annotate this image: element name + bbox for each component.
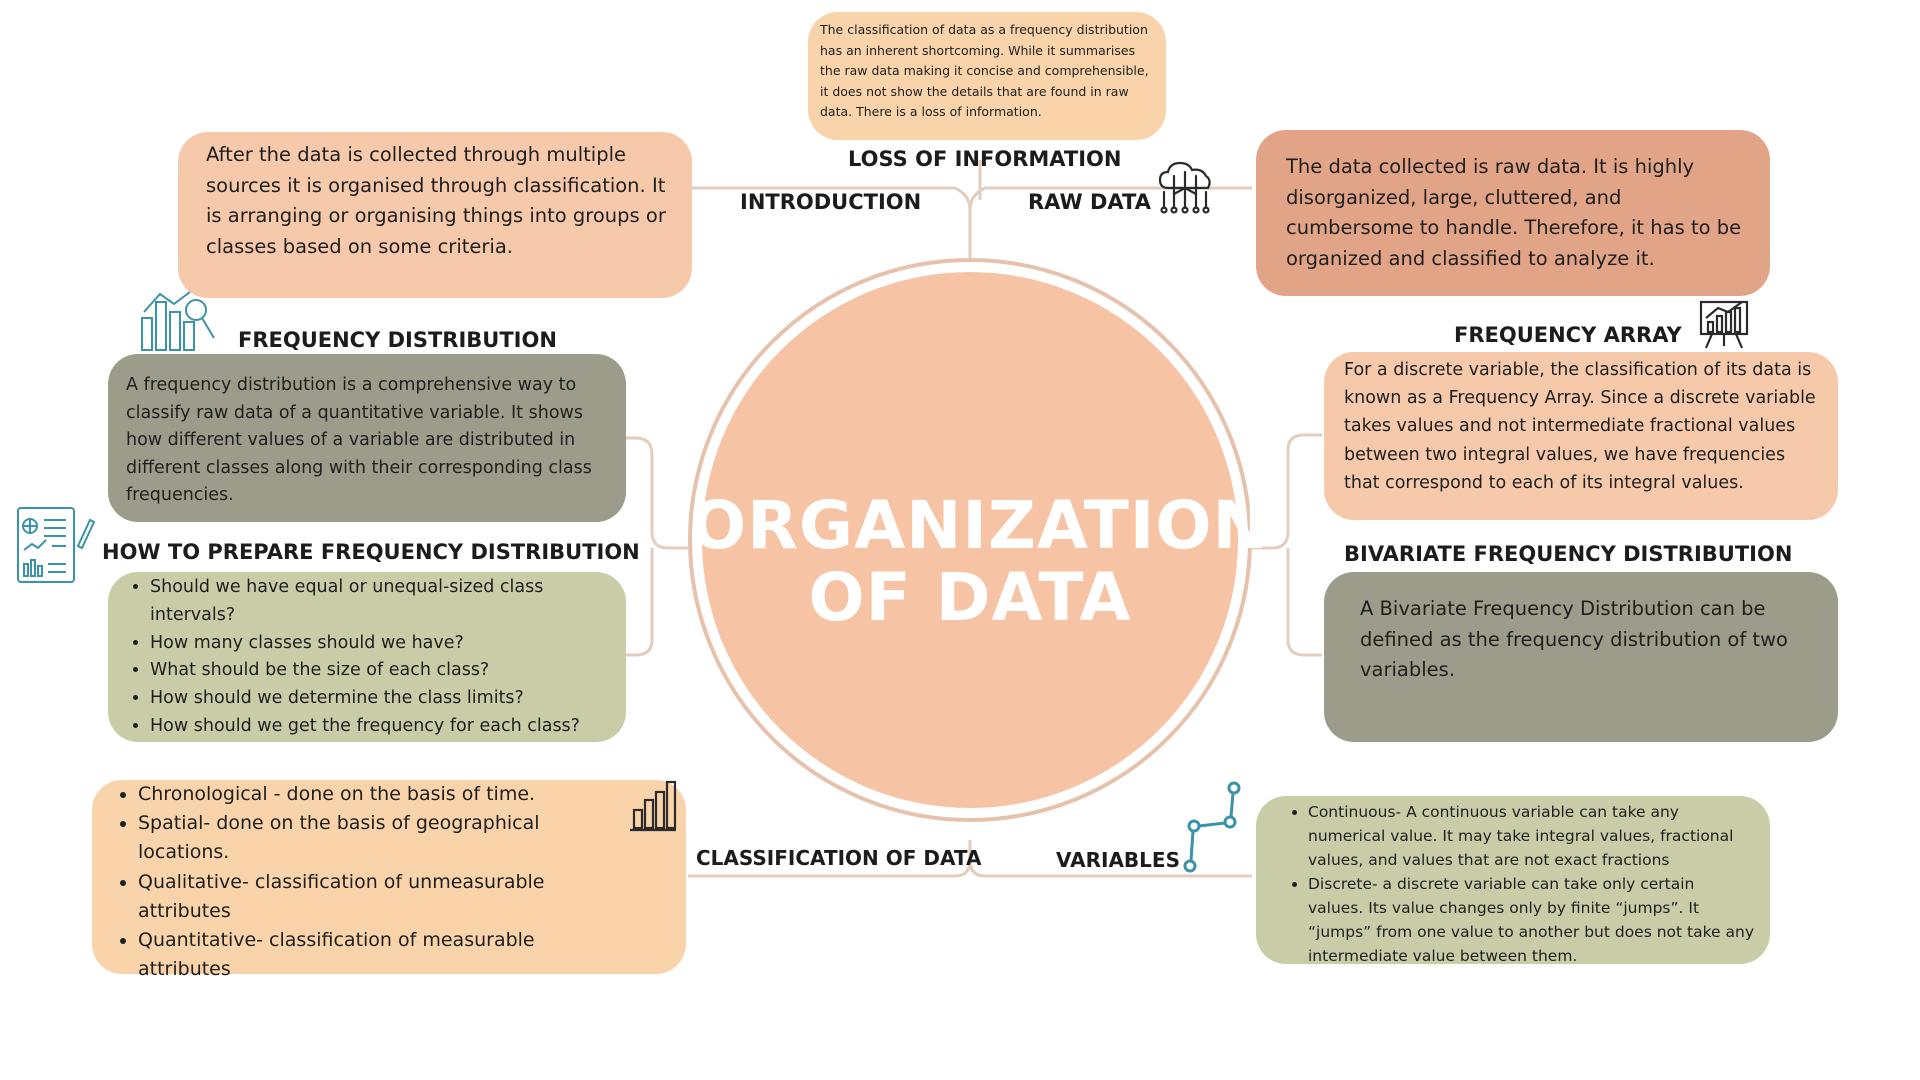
loss-of-information-card [808, 12, 1166, 140]
variables-title: VARIABLES [1056, 848, 1180, 872]
list-item: • Discrete- a discrete variable can take only certain values. Its value changes only by finite “jumps”. It “jumps” from one value to another but does not take any intermediate value between them. [1308, 872, 1754, 968]
bar-chart-icon [628, 780, 678, 832]
frequency-array-card [1324, 352, 1838, 520]
center-title [690, 487, 1269, 636]
introduction-title: INTRODUCTION [740, 190, 922, 214]
how-to-prepare-list [128, 574, 618, 741]
frequency-array-text: For a discrete variable, the classification of its data is known as a Frequency Array. Since a discrete variable takes values and not intermediate fractional values between two integral values, we have frequencies that correspond to each of its integral values. [1344, 360, 1816, 493]
introduction-card [178, 132, 692, 298]
frequency-array-title: FREQUENCY ARRAY [1454, 323, 1682, 347]
list-item: • How should we determine the class limits? [150, 685, 618, 713]
bar-chart-magnifier-icon [140, 288, 220, 352]
report-document-icon [16, 506, 96, 586]
center-title-line2: OF DATA [808, 559, 1132, 636]
variables-list [1286, 800, 1754, 968]
bivariate-text: A Bivariate Frequency Distribution can be defined as the frequency distribution of two variables. [1360, 597, 1788, 681]
list-item: • How many classes should we have? [150, 630, 618, 658]
introduction-text: After the data is collected through multiple sources it is organised through classification. It is arranging or organising things into groups or classes based on some criteria. [206, 143, 666, 258]
raw-data-title: RAW DATA [1028, 190, 1151, 214]
raw-data-card [1256, 130, 1770, 296]
list-item: • Should we have equal or unequal-sized class intervals? [150, 574, 618, 630]
cloud-network-icon [1156, 158, 1214, 216]
list-item: • What should be the size of each class? [150, 657, 618, 685]
connected-nodes-icon [1180, 780, 1242, 874]
raw-data-text: The data collected is raw data. It is highly disorganized, large, cluttered, and cumbersome to handle. Therefore, it has to be organized and classified to analyze it. [1286, 155, 1742, 270]
variables-card [1256, 796, 1770, 964]
classification-title: CLASSIFICATION OF DATA [696, 846, 982, 870]
chart-easel-icon [1698, 298, 1750, 350]
classification-card [92, 780, 686, 981]
center-title-line1: ORGANIZATION [690, 487, 1269, 564]
bivariate-title: BIVARIATE FREQUENCY DISTRIBUTION [1344, 542, 1793, 566]
list-item: • How should we get the frequency for each class? [150, 713, 618, 741]
frequency-distribution-text: A frequency distribution is a comprehensive way to classify raw data of a quantitative variable. It shows how different values of a variable are distributed in different classes along with their corresponding class frequencies. [126, 375, 592, 505]
loss-of-information-title: LOSS OF INFORMATION [848, 147, 1122, 171]
bivariate-card [1324, 572, 1838, 742]
frequency-distribution-title: FREQUENCY DISTRIBUTION [238, 328, 557, 352]
frequency-distribution-card [108, 354, 626, 522]
how-to-prepare-title: HOW TO PREPARE FREQUENCY DISTRIBUTION [102, 540, 640, 564]
list-item: • Continuous- A continuous variable can take any numerical value. It may take integral values, fractional values, and values that are not exact fractions [1308, 800, 1754, 872]
classification-list [116, 780, 626, 984]
list-item: • Spatial- done on the basis of geographical locations. [138, 809, 626, 867]
list-item: • Chronological - done on the basis of time. [138, 780, 626, 809]
list-item: • Qualitative- classification of unmeasurable attributes [138, 868, 626, 926]
loss-of-information-text: The classification of data as a frequency distribution has an inherent shortcoming. While it summarises the raw data making it concise and comprehensible, it does not show the details that are found in raw data. There is a loss of information. [820, 22, 1149, 119]
list-item: • Quantitative- classification of measurable attributes [138, 926, 626, 984]
how-to-prepare-card [108, 572, 626, 742]
